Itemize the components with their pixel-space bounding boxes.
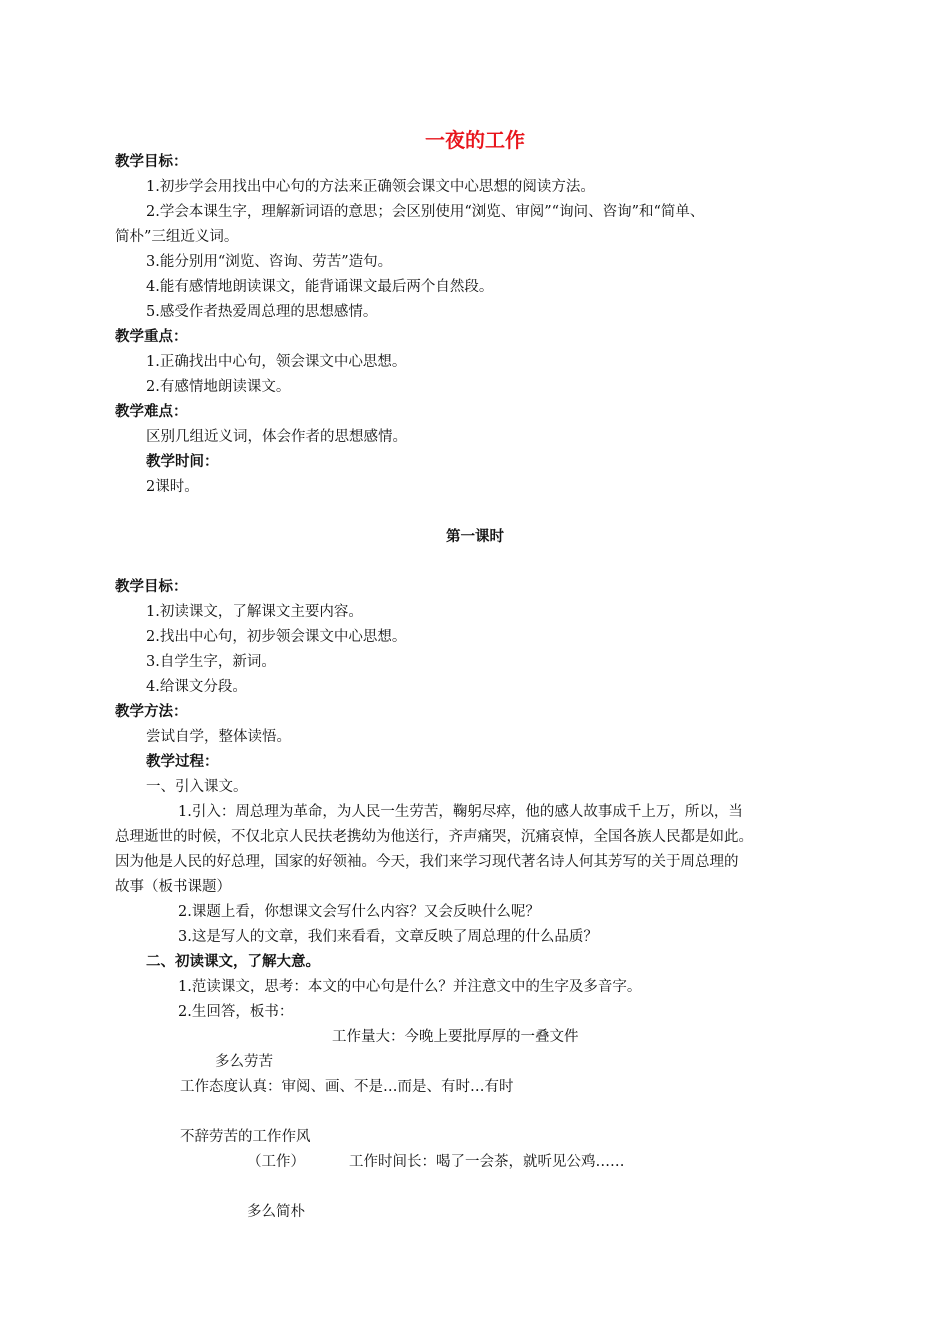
board-line: （工作）: [247, 1154, 305, 1170]
intro-question: 3.这是写人的文章，我们来看看，文章反映了周总理的什么品质？: [178, 929, 598, 945]
process-step: 2.生回答，板书：: [178, 1004, 294, 1020]
lesson-objective-item: 1.初读课文，了解课文主要内容。: [146, 604, 363, 620]
intro-paragraph-line: 总理逝世的时候，不仅北京人民扶老携幼为他送行，齐声痛哭，沉痛哀悼，全国各族人民都是如此。: [115, 829, 753, 845]
process-part-heading: 二、初读课文，了解大意。: [146, 954, 320, 970]
intro-paragraph-line: 故事（板书课题）: [115, 879, 231, 895]
lesson-objective-item: 2.找出中心句，初步领会课文中心思想。: [146, 629, 407, 645]
board-line: 多么劳苦: [215, 1054, 273, 1070]
intro-paragraph-line: 因为他是人民的好总理，国家的好领袖。今天，我们来学习现代著名诗人何其芳写的关于周总理的: [115, 854, 739, 870]
intro-question: 2.课题上看，你想课文会写什么内容？又会反映什么呢？: [178, 904, 540, 920]
lesson-objective-item: 3.自学生字，新词。: [146, 654, 276, 670]
section-heading-objectives: 教学目标：: [115, 154, 188, 170]
process-step: 1.范读课文，思考：本文的中心句是什么？并注意文中的生字及多音字。: [178, 979, 642, 995]
objective-item: 2.学会本课生字，理解新词语的意思；会区别使用“浏览、审阅”“询问、咨询”和“简单、: [146, 204, 705, 220]
method-text: 尝试自学，整体读悟。: [146, 729, 291, 745]
board-line: 多么简朴: [247, 1204, 305, 1220]
board-line: 工作态度认真：审阅、画、不是…而是、有时…有时: [180, 1079, 514, 1095]
objective-item: 5.感受作者热爱周总理的思想感情。: [146, 304, 378, 320]
section-heading-lesson-objectives: 教学目标：: [115, 579, 188, 595]
objective-item: 4.能有感情地朗读课文，能背诵课文最后两个自然段。: [146, 279, 494, 295]
process-part-heading: 一、引入课文。: [146, 779, 248, 795]
section-heading-difficulties: 教学难点：: [115, 404, 188, 420]
lesson-heading: 第一课时: [446, 529, 504, 545]
board-line: 不辞劳苦的工作作风: [180, 1129, 311, 1145]
key-point-item: 1.正确找出中心句，领会课文中心思想。: [146, 354, 407, 370]
section-heading-time: 教学时间：: [146, 454, 219, 470]
time-text: 2课时。: [146, 479, 199, 495]
intro-paragraph-line: 1.引入：周总理为革命，为人民一生劳苦，鞠躬尽瘁，他的感人故事成千上万，所以，当: [178, 804, 743, 820]
board-line: 工作量大：今晚上要批厚厚的一叠文件: [332, 1029, 579, 1045]
objective-item-continued: 简朴”三组近义词。: [115, 229, 239, 245]
section-heading-process: 教学过程：: [146, 754, 219, 770]
section-heading-key-points: 教学重点：: [115, 329, 188, 345]
key-point-item: 2.有感情地朗读课文。: [146, 379, 291, 395]
document-title: 一夜的工作: [425, 128, 525, 152]
objective-item: 3.能分别用“浏览、咨询、劳苦”造句。: [146, 254, 393, 270]
board-line: 工作时间长：喝了一会茶，就听见公鸡……: [349, 1154, 625, 1170]
objective-item: 1.初步学会用找出中心句的方法来正确领会课文中心思想的阅读方法。: [146, 179, 595, 195]
lesson-objective-item: 4.给课文分段。: [146, 679, 247, 695]
difficulty-text: 区别几组近义词，体会作者的思想感情。: [146, 429, 407, 445]
section-heading-method: 教学方法：: [115, 704, 188, 720]
